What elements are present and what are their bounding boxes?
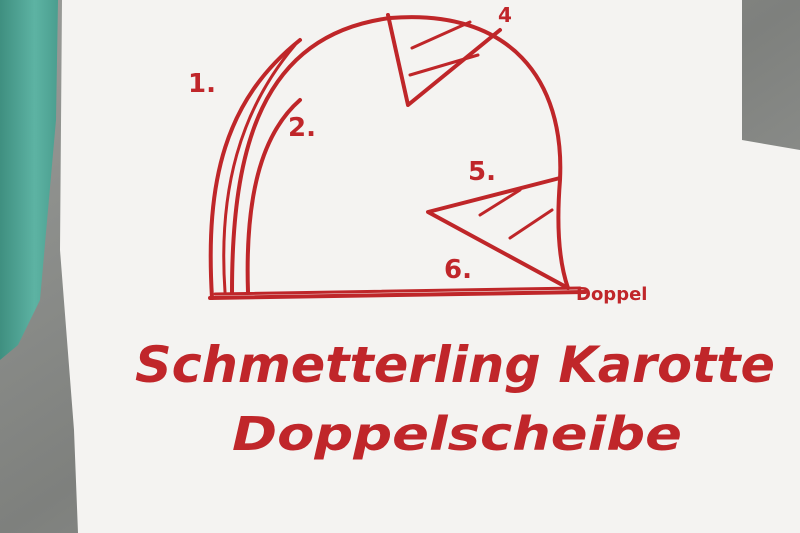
- label-2: 2.: [288, 113, 316, 143]
- label-4: 4: [498, 3, 512, 27]
- title-line-2: Doppelscheibe: [232, 407, 682, 461]
- label-1: 1.: [188, 69, 216, 99]
- label-6: 6.: [444, 255, 472, 285]
- label-doppel: Doppel: [576, 284, 648, 305]
- title-line-1: Schmetterling Karotte: [135, 336, 775, 394]
- label-5: 5.: [468, 157, 496, 187]
